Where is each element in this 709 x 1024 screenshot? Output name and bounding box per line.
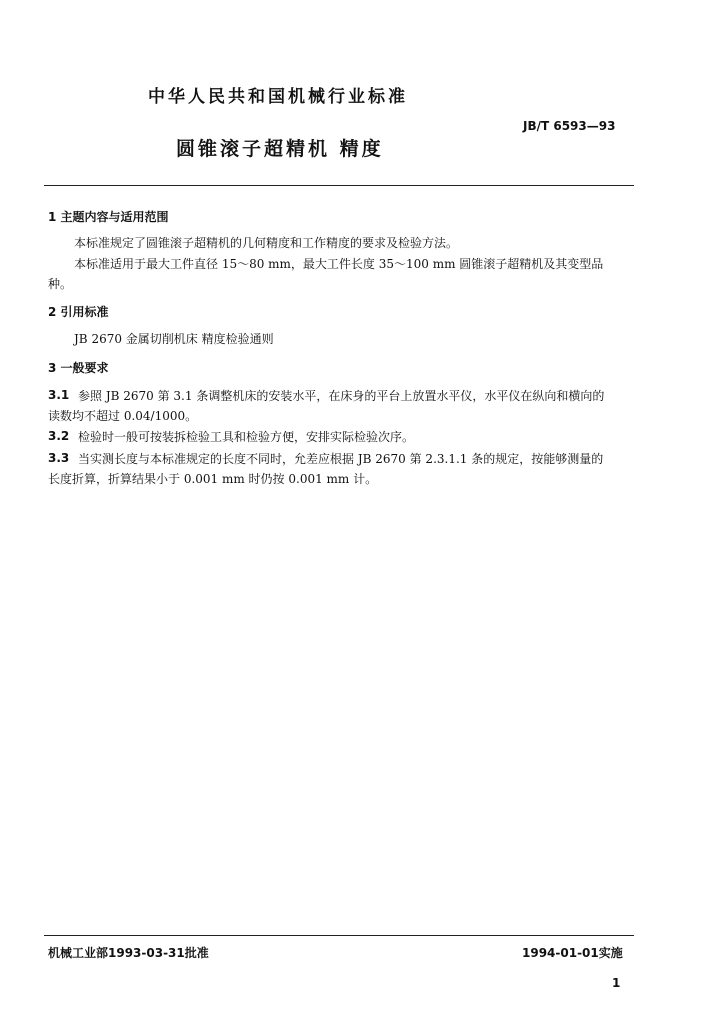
page-number: 1 <box>612 976 621 990</box>
section-1-paragraph-1: 本标准规定了圆锥滚子超精机的几何精度和工作精度的要求及检验方法。 <box>74 236 459 250</box>
section-1-heading: 1 主题内容与适用范围 <box>48 210 169 224</box>
section-2-heading: 2 引用标准 <box>48 305 109 319</box>
section-3-heading: 3 一般要求 <box>48 361 109 375</box>
effective-date: 1994-01-01实施 <box>522 946 623 960</box>
footer-divider <box>44 935 634 936</box>
section-1-paragraph-2-line-2: 种。 <box>48 277 73 291</box>
clause-3-1-line-1: 参照 JB 2670 第 3.1 条调整机床的安装水平，在床身的平台上放置水平仪，水平仪在纵向和横向的 <box>78 389 605 403</box>
clause-3-2-text: 检验时一般可按装拆检验工具和检验方便，安排实际检验次序。 <box>78 430 415 444</box>
section-1-paragraph-2-line-1: 本标准适用于最大工件直径 15～80 mm，最大工件长度 35～100 mm 圆锥滚子超精机及其变型品 <box>74 257 604 271</box>
document-title: 圆锥滚子超精机 精度 <box>176 138 384 160</box>
clause-3-1-line-2: 读数均不超过 0.04/1000。 <box>48 409 198 423</box>
clause-3-3-line-2: 长度折算，折算结果小于 0.001 mm 时仍按 0.001 mm 计。 <box>48 472 378 486</box>
clause-3-2-number: 3.2 <box>48 429 70 443</box>
header-divider <box>44 185 634 186</box>
standard-organization: 中华人民共和国机械行业标准 <box>148 87 408 107</box>
clause-3-1-number: 3.1 <box>48 388 70 402</box>
approval-date: 机械工业部1993-03-31批准 <box>48 946 209 960</box>
standard-code: JB/T 6593—93 <box>523 119 616 133</box>
section-2-reference: JB 2670 金属切削机床 精度检验通则 <box>74 332 274 346</box>
clause-3-3-line-1: 当实测长度与本标准规定的长度不同时，允差应根据 JB 2670 第 2.3.1.1 条的规定，按能够测量的 <box>78 452 604 466</box>
clause-3-3-number: 3.3 <box>48 451 70 465</box>
